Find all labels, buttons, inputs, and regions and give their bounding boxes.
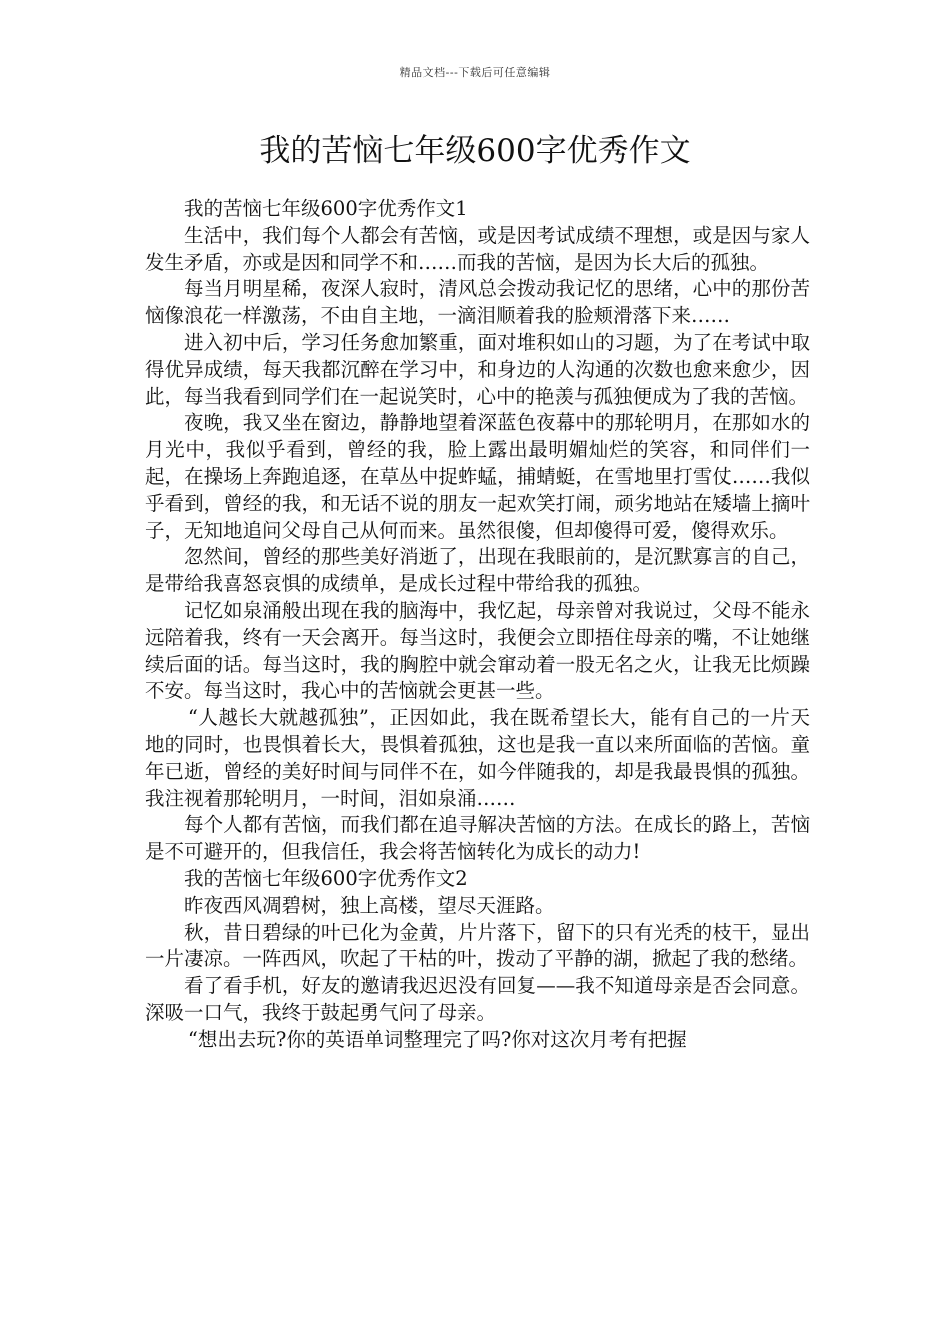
- paragraph: “人越长大就越孤独”，正因如此，我在既希望长大，能有自己的一片天地的同时，也畏惧着长大，畏惧着孤独，这也是我一直以来所面临的苦恼。童年已逝，曾经的美好时间与同伴不在，如今伴随我的，却是我最畏惧的孤独。我注视着那轮明月，一时间，泪如泉涌……: [145, 706, 810, 810]
- paragraph: 记忆如泉涌般出现在我的脑海中，我忆起，母亲曾对我说过，父母不能永远陪着我，终有一天会离开。每当这时，我便会立即捂住母亲的嘴，不让她继续后面的话。每当这时，我的胸腔中就会窜动着一股无名之火，让我无比烦躁不安。每当这时，我心中的苦恼就会更甚一些。: [145, 598, 810, 703]
- paragraph: 看了看手机，好友的邀请我迟迟没有回复——我不知道母亲是否会同意。深吸一口气，我终于鼓起勇气问了母亲。: [145, 974, 810, 1024]
- paragraph: 生活中，我们每个人都会有苦恼，或是因考试成绩不理想，或是因与家人发生矛盾，亦或是因和同学不和……而我的苦恼，是因为长大后的孤独。: [145, 223, 810, 274]
- article-body: [145, 196, 810, 1054]
- paragraph: 夜晚，我又坐在窗边，静静地望着深蓝色夜幕中的那轮明月，在那如水的月光中，我似乎看到，曾经的我，脸上露出最明媚灿烂的笑容，和同伴们一起，在操场上奔跑追逐，在草丛中捉蚱蜢，捕蜻蜓，在雪地里打雪仗……我似乎看到，曾经的我，和无话不说的朋友一起欢笑打闹，顽劣地站在矮墙上摘叶子，无知地追问父母自己从何而来。虽然很傻，但却傻得可爱，傻得欢乐。: [145, 411, 810, 542]
- paragraph: 忽然间，曾经的那些美好消逝了，出现在我眼前的，是沉默寡言的自己，是带给我喜怒哀惧的成绩单，是成长过程中带给我的孤独。: [145, 545, 810, 596]
- paragraph: “想出去玩?你的英语单词整理完了吗?你对这次月考有把握: [187, 1027, 687, 1051]
- document-title: 我的苦恼七年级600字优秀作文: [259, 133, 691, 169]
- essay-2-heading: 我的苦恼七年级600字优秀作文2: [184, 866, 468, 890]
- header-note: 精品文档---下载后可任意编辑: [399, 66, 551, 79]
- paragraph: 进入初中后，学习任务愈加繁重，面对堆积如山的习题，为了在考试中取得优异成绩，每天我都沉醉在学习中，和身边的人沟通的次数也愈来愈少，因此，每当我看到同学们在一起说笑时，心中的艳羡与孤独便成为了我的苦恼。: [145, 330, 810, 408]
- paragraph: 秋，昔日碧绿的叶已化为金黄，片片落下，留下的只有光秃的枝干，显出一片凄凉。一阵西风，吹起了干枯的叶，拨动了平静的湖，掀起了我的愁绪。: [145, 920, 810, 971]
- paragraph: 每个人都有苦恼，而我们都在追寻解决苦恼的方法。在成长的路上，苦恼是不可避开的，但我信任，我会将苦恼转化为成长的动力!: [145, 813, 810, 864]
- paragraph: 每当月明星稀，夜深人寂时，清风总会拨动我记忆的思绪，心中的那份苦恼像浪花一样激荡，不由自主地，一滴泪顺着我的脸颊滑落下来……: [145, 277, 810, 328]
- paragraph: 昨夜西风凋碧树，独上高楼，望尽天涯路。: [184, 893, 555, 917]
- essay-1-heading: 我的苦恼七年级600字优秀作文1: [184, 197, 468, 220]
